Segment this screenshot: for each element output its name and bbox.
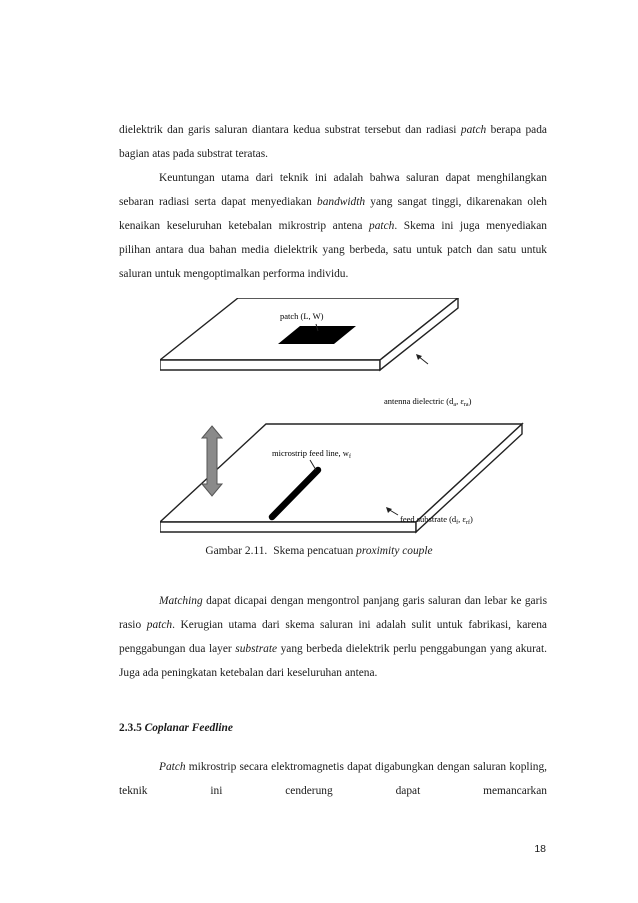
- paragraph-1-text-a: dielektrik dan garis saluran diantara kedua substrat tersebut dan radiasi: [119, 124, 461, 136]
- paragraph-2-em-b: patch: [369, 220, 395, 232]
- paragraph-3-em-a: Matching: [159, 595, 203, 607]
- paragraph-1-em: patch: [460, 124, 487, 136]
- paragraph-1-text-b: berapa pada bagian atas pada substrat teratas.: [119, 124, 547, 160]
- proximity-couple-figure: [160, 298, 528, 536]
- section-title: Coplanar Feedline: [144, 722, 233, 734]
- paragraph-3-em-b: patch: [146, 619, 173, 631]
- paragraph-3-text-a: dapat dicapai dengan mengontrol panjang garis saluran dan lebar ke garis rasio: [119, 595, 547, 631]
- feed-line-label: microstrip feed line, $w_f$: [272, 448, 351, 460]
- top-plate-front-edge: [160, 360, 380, 370]
- paragraph-3-text-b: . Kerugian utama dari skema saluran ini adalah sulit untuk fabrikasi, karena penggabungan dua layer: [119, 619, 547, 655]
- paragraph-2: [119, 166, 547, 286]
- caption-em: proximity couple: [356, 545, 433, 557]
- paragraph-1: [119, 118, 547, 166]
- paragraph-4-text: mikrostrip secara elektromagnetis dapat digabungkan dengan saluran kopling, teknik ini cenderung dapat memancarkan: [119, 761, 547, 797]
- section-number: 2.3.5: [119, 722, 142, 734]
- paragraph-4-em: Patch: [159, 761, 186, 773]
- paragraph-2-text-b: yang sangat tinggi, dikarenakan oleh kenaikan keseluruhan ketebalan mikrostrip antena: [119, 196, 547, 232]
- antenna-dielectric-label: antenna dielectric ($d_a$, $\varepsilon_{ra}$): [384, 396, 472, 408]
- caption-text: Skema pencatuan: [273, 545, 357, 557]
- patch-label: patch (L, W): [280, 311, 324, 321]
- figure-caption: [0, 545, 638, 557]
- paragraph-2-text-c: . Skema ini juga menyediakan pilihan antara dua bahan media dielektrik yang berbeda, satu untuk patch dan satu untuk saluran untuk mengoptimalkan performa individu.: [119, 220, 547, 280]
- feed-substrate-label: feed substrate ($d_f$, $\varepsilon_{rf}$): [400, 514, 473, 526]
- bottom-plate-front-edge: [160, 522, 416, 532]
- double-arrow-icon: [202, 426, 222, 496]
- paragraph-2-em-a: bandwidth: [317, 196, 366, 208]
- paragraph-3-text-c: yang berbeda dielektrik perlu penggabungan yang akurat. Juga ada peningkatan ketebalan dari keseluruhan antena.: [119, 643, 547, 679]
- proximity-couple-diagram: [160, 298, 528, 536]
- page-number: 18: [534, 843, 546, 855]
- paragraph-4: [119, 755, 547, 803]
- paragraph-3: [119, 589, 547, 685]
- paragraph-3-em-c: substrate: [235, 643, 278, 655]
- paragraph-2-text-a: Keuntungan utama dari teknik ini adalah bahwa saluran dapat menghilangkan sebaran radiasi serta dapat menyediakan: [119, 172, 547, 208]
- caption-label: Gambar 2.11.: [205, 545, 268, 557]
- section-heading: [119, 722, 233, 734]
